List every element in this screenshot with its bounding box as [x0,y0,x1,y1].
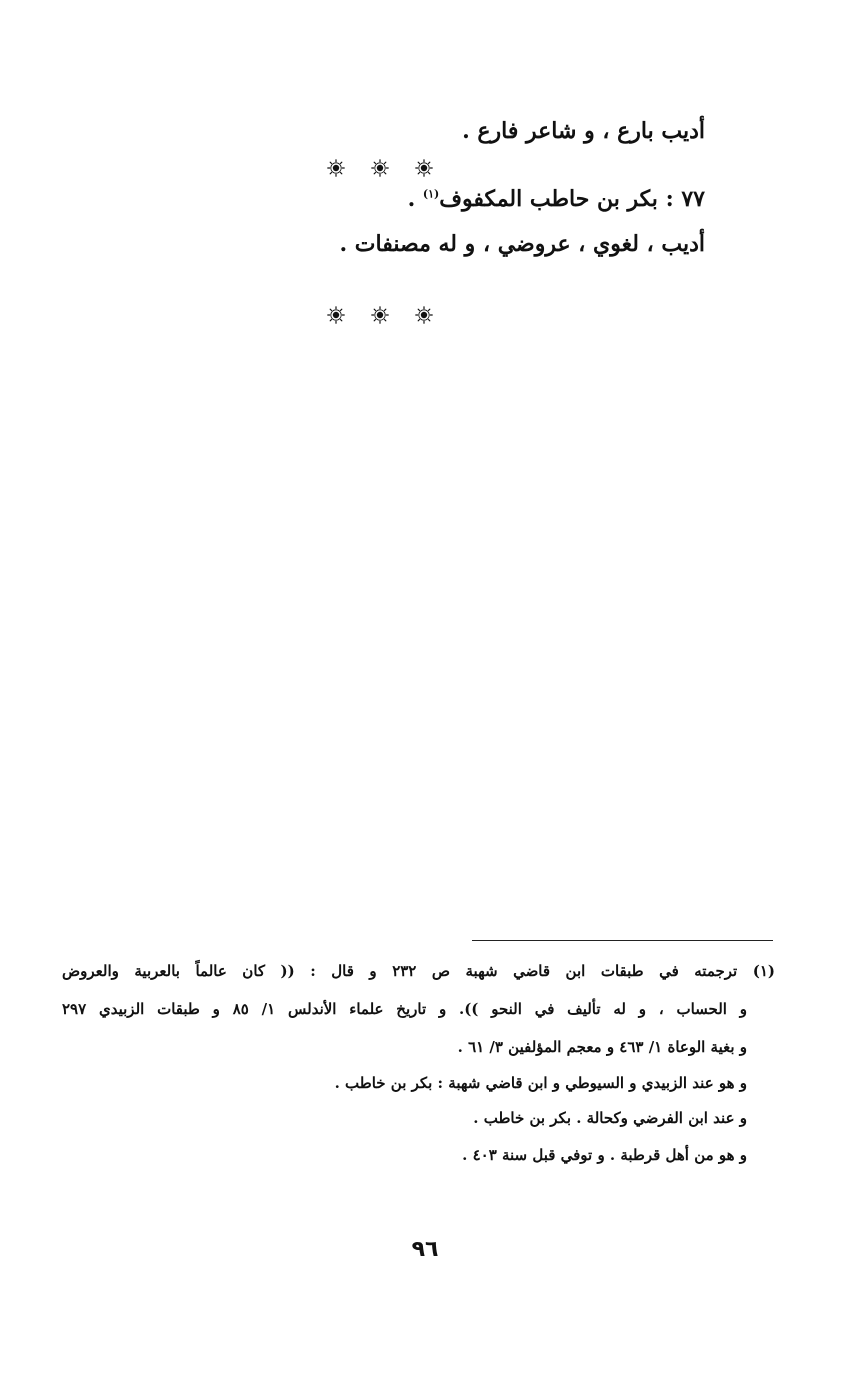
footnote-line-4: و هو عند الزبيدي و السيوطي و ابن قاضي شهبة : بكر بن خاطب . [334,1074,747,1092]
sun-ornament-icon [327,306,345,324]
sun-ornament-icon [415,306,433,324]
sun-ornament-icon [371,306,389,324]
page-number: ٩٦ [411,1237,439,1262]
footnote-divider [472,940,773,941]
footnote-marker[interactable]: (١) [422,187,440,201]
footnote-line-6: و هو من أهل قرطبة . و توفي قبل سنة ٤٠٣ . [462,1146,747,1164]
footnote-line-3: و بغية الوعاة ١/ ٤٦٣ و معجم المؤلفين ٣/ ٦١ . [457,1038,747,1056]
sun-ornament-icon [371,159,389,177]
entry-76-text: أديب بارع ، و شاعر فارع . [462,118,705,144]
entry-77-description: أديب ، لغوي ، عروضي ، و له مصنفات . [339,231,705,257]
footnote-line-2: و الحساب ، و له تأليف في النحو )). و تاريخ علماء الأندلس ١/ ٨٥ و طبقات الزبيدي ٢٩٧ [62,1000,748,1018]
entry-77-title: ٧٧ : بكر بن حاطب المكفوف [439,186,705,212]
entry-77-heading [408,186,705,212]
sun-ornament-icon [327,159,345,177]
separator-ornaments-2 [327,306,433,324]
entry-77-heading-end: . [407,186,423,212]
sun-ornament-icon [415,159,433,177]
separator-ornaments-1 [327,159,433,177]
footnote-line-1: (١) ترجمته في طبقات ابن قاضي شهبة ص ٢٣٢ و قال : (( كان عالماً بالعربية والعروض [62,962,775,980]
footnote-line-5: و عند ابن الفرضي وكحالة . بكر بن خاطب . [473,1109,747,1127]
